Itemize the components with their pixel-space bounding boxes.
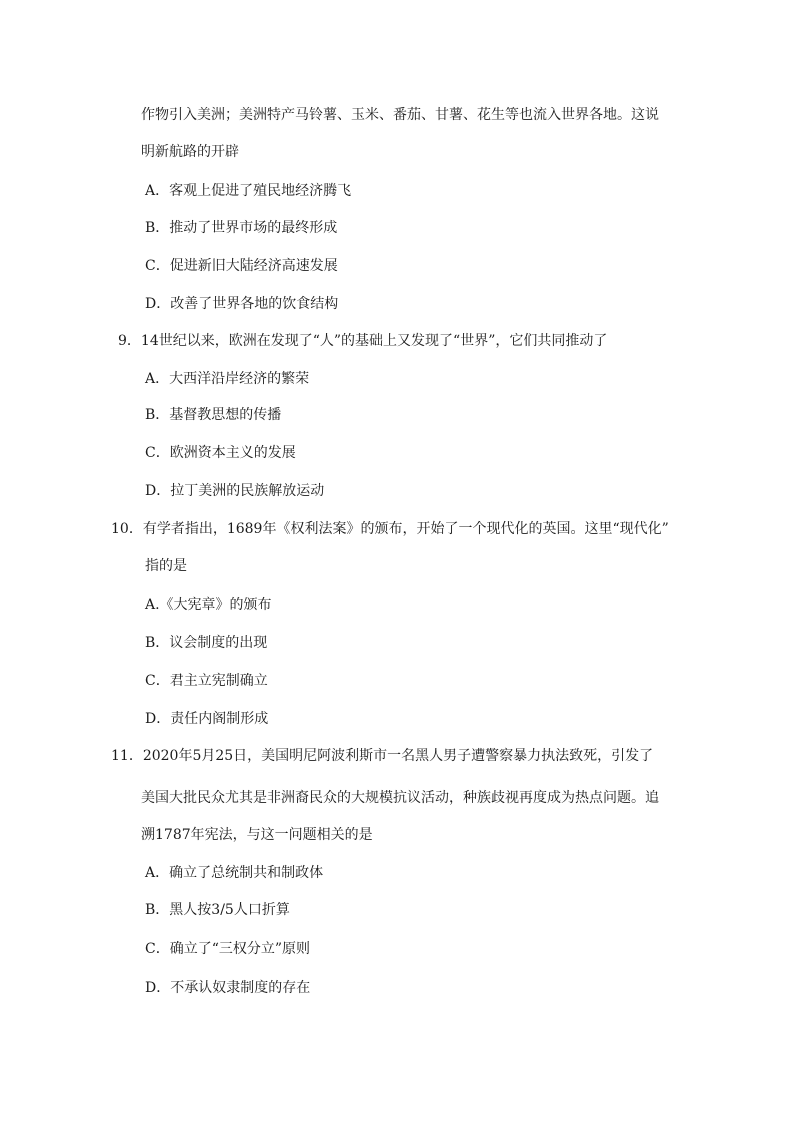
q8-stem-line-2: 明新航路的开辟 (141, 144, 239, 160)
q11-stem-line-3: 溯1787年宪法，与这一问题相关的是 (141, 827, 373, 843)
q11-stem-line-2: 美国大批民众尤其是非洲裔民众的大规模抗议活动，种族歧视再度成为热点问题。追 (141, 790, 659, 806)
q11-option-d: D．不承认奴隶制度的存在 (145, 980, 311, 996)
q10-stem-line-2: 指的是 (145, 558, 187, 574)
q11-option-b: B．黑人按3/5人口折算 (145, 902, 290, 918)
q8-option-a: A．客观上促进了殖民地经济腾飞 (145, 183, 352, 199)
q8-stem-line-1: 作物引入美洲；美洲特产马铃薯、玉米、番茄、甘薯、花生等也流入世界各地。这说 (141, 107, 659, 123)
q10-stem-line-1: 10．有学者指出，1689年《权利法案》的颁布，开始了一个现代化的英国。这里“现代化” (111, 521, 669, 537)
q11-option-a: A．确立了总统制共和制政体 (145, 865, 324, 881)
q11-option-c: C．确立了“三权分立”原则 (145, 941, 311, 957)
q9-option-a: A．大西洋沿岸经济的繁荣 (145, 371, 310, 387)
q9-option-b: B．基督教思想的传播 (145, 407, 282, 423)
q10-option-a: A.《大宪章》的颁布 (145, 597, 272, 613)
q9-stem-line-1: 9．14世纪以来，欧洲在发现了“人”的基础上又发现了“世界”，它们共同推动了 (118, 333, 608, 349)
q8-option-d: D．改善了世界各地的饮食结构 (145, 296, 339, 312)
q11-stem-line-1: 11．2020年5月25日，美国明尼阿波利斯市一名黑人男子遭警察暴力执法致死，引发了 (111, 748, 654, 764)
q8-option-c: C．促进新旧大陆经济高速发展 (145, 258, 338, 274)
q9-option-c: C．欧洲资本主义的发展 (145, 445, 296, 461)
q10-option-c: C．君主立宪制确立 (145, 673, 268, 689)
q9-option-d: D．拉丁美洲的民族解放运动 (145, 483, 325, 499)
q10-option-b: B．议会制度的出现 (145, 635, 268, 651)
q10-option-d: D．责任内阁制形成 (145, 711, 269, 727)
q8-option-b: B．推动了世界市场的最终形成 (145, 220, 338, 236)
